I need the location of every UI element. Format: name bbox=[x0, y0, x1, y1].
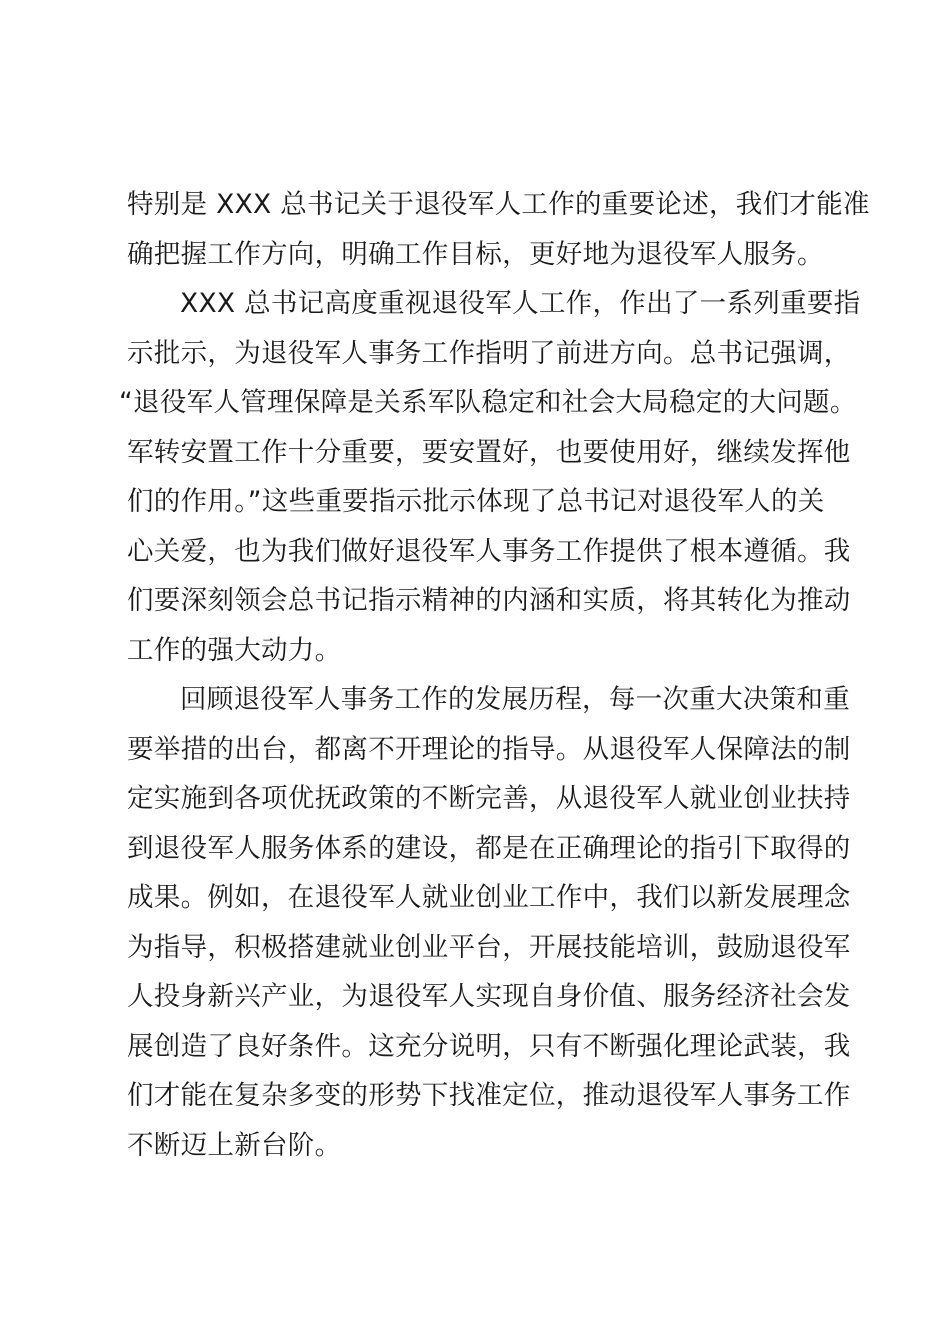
text-line: 展创造了良好条件。这充分说明，只有不断强化理论武装，我 bbox=[127, 1030, 851, 1062]
body-text bbox=[119, 180, 870, 1170]
text-line: 不断迈上新台阶。 bbox=[127, 1129, 342, 1161]
paragraph-start-line: XXX 总书记高度重视退役军人工作，作出了一系列重要指 bbox=[180, 288, 861, 319]
text-line: 特别是 XXX 总书记关于退役军人工作的重要论述，我们才能准 bbox=[127, 189, 870, 220]
text-line: 要举措的出台，都离不开理论的指导。从退役军人保障法的制 bbox=[127, 733, 851, 765]
text-line: 人投身新兴产业，为退役军人实现自身价值、服务经济社会发 bbox=[127, 981, 851, 1012]
text-line: 心关爱，也为我们做好退役军人事务工作提供了根本遵循。我 bbox=[127, 535, 851, 567]
text-line: 们要深刻领会总书记指示精神的内涵和实质，将其转化为推动 bbox=[127, 585, 851, 616]
text-line: 为指导，积极搭建就业创业平台，开展技能培训，鼓励退役军 bbox=[127, 931, 851, 963]
text-line: 们才能在复杂多变的形势下找准定位，推动退役军人事务工作 bbox=[127, 1080, 851, 1111]
text-line: 示批示，为退役军人事务工作指明了前进方向。总书记强调， bbox=[127, 337, 851, 369]
text-line: 们的作用。”这些重要指示批示体现了总书记对退役军人的关 bbox=[127, 486, 825, 517]
paragraph-start-line: 回顾退役军人事务工作的发展历程，每一次重大决策和重 bbox=[180, 684, 850, 715]
text-line: 确把握工作方向，明确工作目标，更好地为退役军人服务。 bbox=[127, 238, 824, 270]
text-line: “退役军人管理保障是关系军队稳定和社会大局稳定的大问题。 bbox=[119, 387, 857, 418]
text-line: 到退役军人服务体系的建设，都是在正确理论的指引下取得的 bbox=[127, 832, 851, 864]
text-line: 军转安置工作十分重要，要安置好，也要使用好，继续发挥他 bbox=[127, 436, 851, 468]
text-line: 工作的强大动力。 bbox=[127, 634, 342, 666]
text-line: 定实施到各项优抚政策的不断完善，从退役军人就业创业扶持 bbox=[127, 783, 851, 814]
text-line: 成果。例如，在退役军人就业创业工作中，我们以新发展理念 bbox=[127, 882, 851, 913]
